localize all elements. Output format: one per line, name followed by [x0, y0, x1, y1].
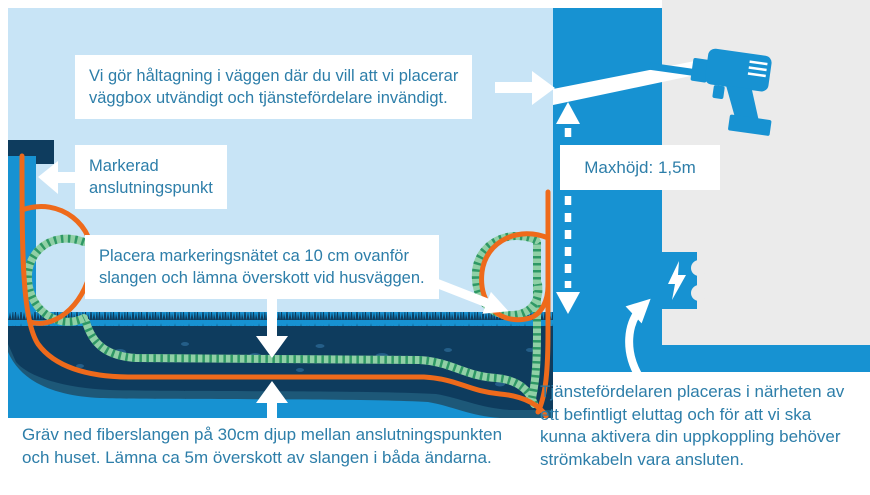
max-height-label: Maxhöjd: 1,5m	[584, 157, 696, 177]
caption-text-line: strömkabeln vara ansluten.	[540, 449, 745, 469]
callout-max-height	[560, 145, 720, 190]
caption-text-line: ett befintligt eluttag och för att vi ska	[540, 404, 812, 424]
arrow-to-house-coil	[436, 283, 500, 308]
callout-text-line: väggbox utvändigt och tjänstefördelare invändigt.	[89, 89, 448, 107]
arrow-to-wall-hole	[495, 71, 555, 105]
callout-text-line: anslutningspunkt	[89, 179, 213, 197]
callout-marker-net-note	[85, 235, 439, 299]
caption-text-line: kunna aktivera din uppkoppling behöver	[540, 427, 841, 446]
callout-marked-connection-point	[75, 145, 227, 209]
max-height-dashed-arrow	[556, 102, 580, 314]
callout-hole-note	[75, 55, 472, 119]
arrow-to-connection-point	[38, 161, 76, 194]
caption-service-distributor	[540, 381, 844, 471]
callout-text-line: slangen och lämna överskott vid husväggen.	[99, 269, 425, 287]
callout-text-line: Markerad	[89, 157, 159, 175]
caption-text-line: Tjänstefördelaren placeras i närheten av	[540, 382, 845, 401]
caption-dig-instruction	[22, 424, 502, 469]
callout-text-line: Placera markeringsnätet ca 10 cm ovanför	[99, 247, 409, 265]
caption-text-line: Gräv ned fiberslangen på 30cm djup mellan anslutningspunkten	[22, 425, 503, 444]
power-outlet-icon	[659, 252, 707, 309]
drill-icon	[643, 40, 781, 136]
curved-arrow-to-outlet	[629, 305, 644, 378]
callout-text-line: Vi gör håltagning i väggen där du vill att vi placerar	[89, 67, 459, 85]
caption-text-line: och huset. Lämna ca 5m överskott av slangen i båda ändarna.	[22, 447, 492, 467]
